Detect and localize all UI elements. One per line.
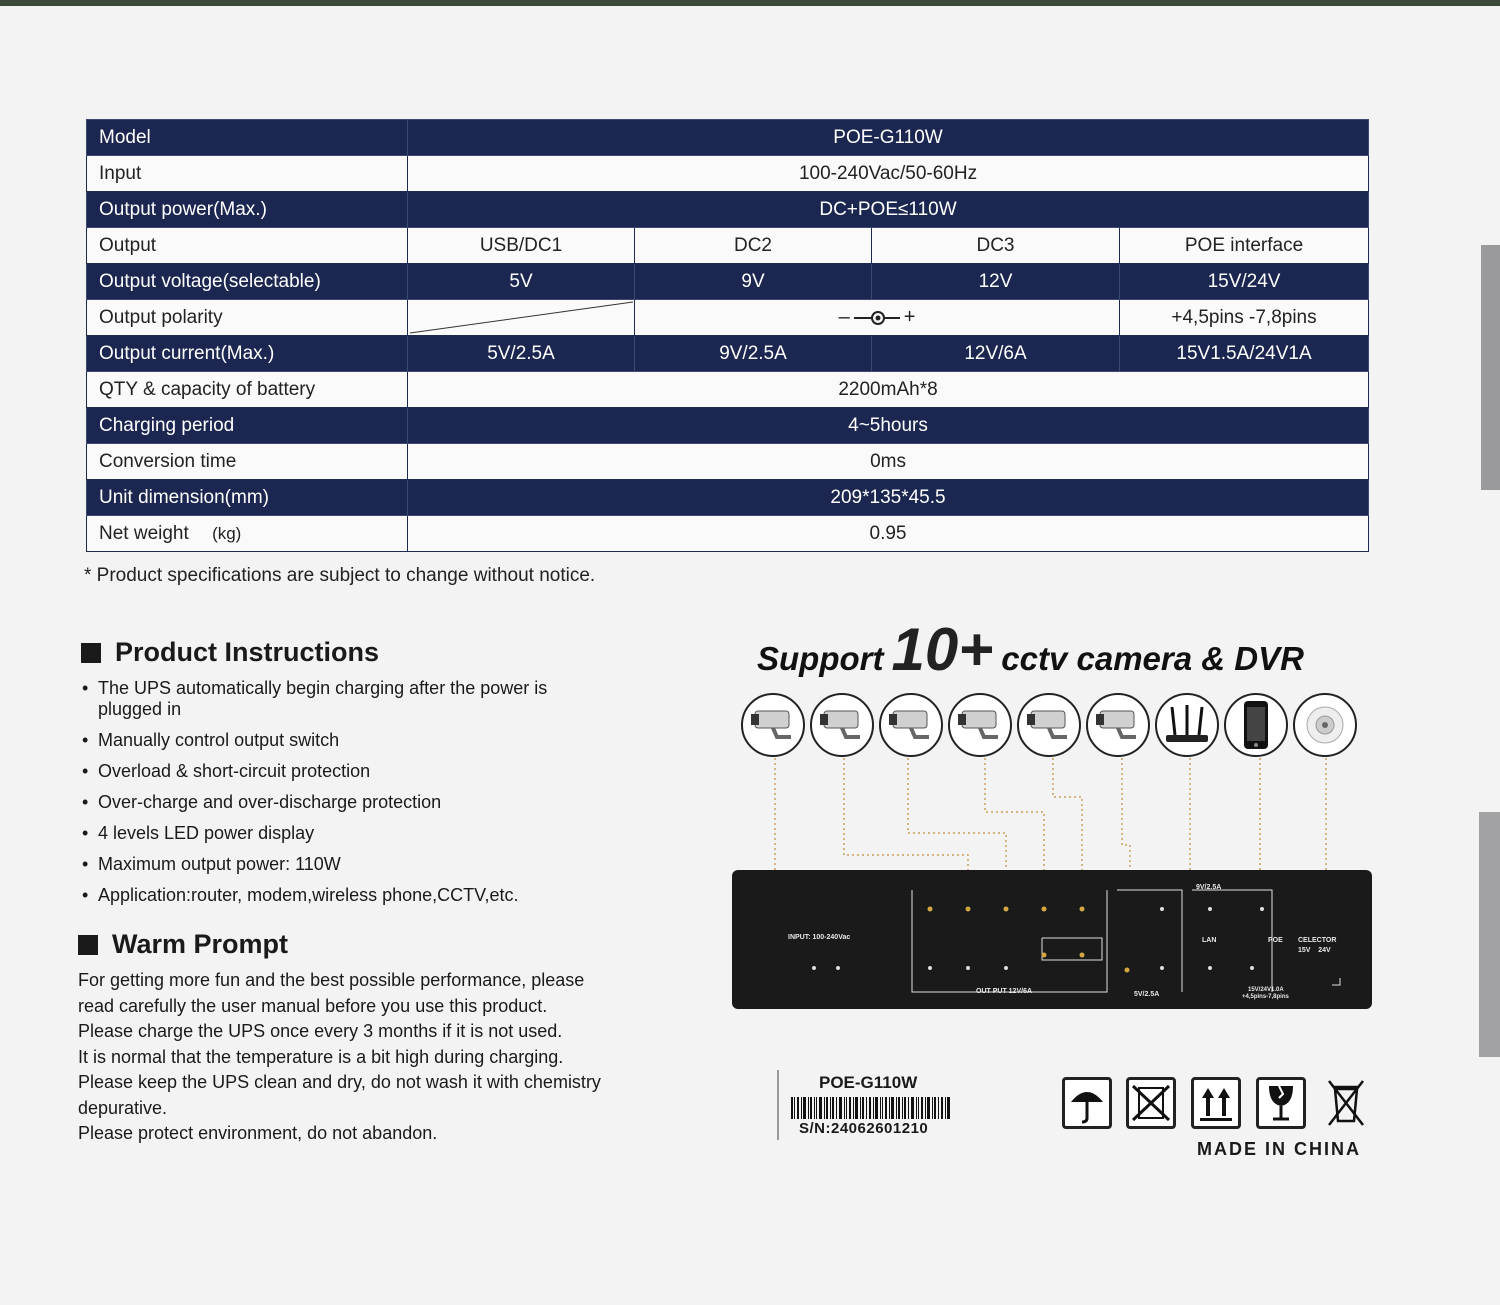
table-row xyxy=(87,156,1369,192)
list-item: • Maximum output power: 110W xyxy=(80,854,640,875)
list-item: • Over-charge and over-discharge protection xyxy=(80,792,640,813)
conversion-label: Conversion time xyxy=(87,444,408,480)
current-value: 5V/2.5A xyxy=(408,336,635,372)
lan-port-label: LAN xyxy=(1202,937,1217,944)
camera-icon xyxy=(810,693,874,757)
table-row xyxy=(87,336,1369,372)
product-label xyxy=(777,1070,959,1140)
polarity-minus: – xyxy=(838,306,850,328)
poe-spec-2: +4,5pins-7,8pins xyxy=(1242,994,1289,1000)
box-edge xyxy=(1479,812,1500,1057)
model-value: POE-G110W xyxy=(408,120,1369,156)
conversion-value: 0ms xyxy=(408,444,1369,480)
table-row xyxy=(87,120,1369,156)
voltage-label: Output voltage(selectable) xyxy=(87,264,408,300)
spec-note: * Product specifications are subject to change without notice. xyxy=(84,565,596,586)
router-icon xyxy=(1155,693,1219,757)
table-row xyxy=(87,372,1369,408)
made-in-label: MADE IN CHINA xyxy=(1197,1139,1361,1159)
camera-icon xyxy=(1017,693,1081,757)
output-port-label: OUT PUT 12V/6A xyxy=(976,988,1033,995)
output-port: USB/DC1 xyxy=(408,228,635,264)
polarity-poe: +4,5pins -7,8pins xyxy=(1120,300,1369,336)
dimension-label: Unit dimension(mm) xyxy=(87,480,408,516)
usb-port-label: 9V/2.5A xyxy=(1196,884,1222,891)
this-way-up-icon xyxy=(1191,1077,1241,1129)
polarity-symbol-icon xyxy=(854,310,900,326)
warm-prompt-text xyxy=(78,968,658,1147)
table-row xyxy=(87,480,1369,516)
battery-label: QTY & capacity of battery xyxy=(87,372,408,408)
list-item: • Application:router, modem,wireless phone,CCTV,etc. xyxy=(80,885,640,906)
poe-spec-1: 15V/24V1.0A xyxy=(1248,987,1284,993)
warm-prompt-title: Warm Prompt xyxy=(112,929,289,959)
output-port: POE interface xyxy=(1120,228,1369,264)
table-row xyxy=(87,300,1369,336)
table-row xyxy=(87,444,1369,480)
warm-line: Please keep the UPS clean and dry, do not wash it with chemistry depurative. xyxy=(78,1072,601,1118)
warm-prompt-heading xyxy=(78,929,288,960)
voltage-value: 12V xyxy=(872,264,1120,300)
list-item: • Manually control output switch xyxy=(80,730,640,751)
table-row xyxy=(87,408,1369,444)
weee-bin-icon xyxy=(1325,1077,1367,1129)
output-port: DC3 xyxy=(872,228,1120,264)
instructions-list xyxy=(80,678,640,916)
current-value: 15V1.5A/24V1A xyxy=(1120,336,1369,372)
weight-label: Net weight xyxy=(99,522,189,544)
support-devices: cctv camera & DVR xyxy=(1001,640,1304,677)
selector-label: CELECTOR xyxy=(1298,937,1337,944)
voltage-value: 15V/24V xyxy=(1120,264,1369,300)
top-strip xyxy=(0,0,1500,6)
current-value: 12V/6A xyxy=(872,336,1120,372)
polarity-label: Output polarity xyxy=(87,300,408,336)
support-number: 10+ xyxy=(891,616,994,683)
ups-device-panel xyxy=(732,870,1372,1009)
battery-value: 2200mAh*8 xyxy=(408,372,1369,408)
box-edge xyxy=(1481,245,1500,490)
output-power-label: Output power(Max.) xyxy=(87,192,408,228)
output-port: DC2 xyxy=(635,228,872,264)
camera-icon xyxy=(741,693,805,757)
warm-line: For getting more fun and the best possible performance, please read carefully the user manual before you use this product. xyxy=(78,970,585,1016)
polarity-value xyxy=(635,300,1120,336)
charging-value: 4~5hours xyxy=(408,408,1369,444)
current-label: Output current(Max.) xyxy=(87,336,408,372)
list-item: • Overload & short-circuit protection xyxy=(80,761,640,782)
current-value: 9V/2.5A xyxy=(635,336,872,372)
warm-line: It is normal that the temperature is a bit high during charging. xyxy=(78,1046,564,1067)
weight-label-cell xyxy=(87,516,408,552)
table-row xyxy=(87,516,1369,552)
umbrella-icon xyxy=(1062,1077,1112,1129)
camera-icon xyxy=(1086,693,1150,757)
table-row xyxy=(87,192,1369,228)
support-headline xyxy=(757,615,1377,684)
no-stack-icon xyxy=(1126,1077,1176,1129)
label-model: POE-G110W xyxy=(819,1073,918,1092)
dc1-port-label: 5V/2.5A xyxy=(1134,991,1160,998)
phone-icon xyxy=(1224,693,1288,757)
device-icons-row xyxy=(741,693,1371,763)
instructions-title: Product Instructions xyxy=(115,637,380,667)
model-label: Model xyxy=(87,120,408,156)
support-word: Support xyxy=(757,640,884,677)
table-row xyxy=(87,228,1369,264)
weight-unit: (kg) xyxy=(212,523,242,543)
camera-icon xyxy=(879,693,943,757)
voltage-value: 9V xyxy=(635,264,872,300)
square-bullet-icon xyxy=(78,935,98,955)
voltage-value: 5V xyxy=(408,264,635,300)
output-power-value: DC+POE≤110W xyxy=(408,192,1369,228)
polarity-empty-cell xyxy=(408,300,635,336)
polarity-plus: + xyxy=(903,306,916,328)
spec-table xyxy=(86,119,1369,552)
input-label: Input xyxy=(87,156,408,192)
fragile-icon xyxy=(1256,1077,1306,1129)
weight-value: 0.95 xyxy=(408,516,1369,552)
camera-icon xyxy=(948,693,1012,757)
square-bullet-icon xyxy=(81,643,101,663)
selector-values: 15V 24V xyxy=(1298,947,1331,954)
poe-port-label: POE xyxy=(1268,937,1283,944)
table-row xyxy=(87,264,1369,300)
charging-label: Charging period xyxy=(87,408,408,444)
diagonal-line xyxy=(408,300,635,335)
instructions-heading xyxy=(81,637,379,668)
input-port-label: INPUT: 100-240Vac xyxy=(788,934,851,941)
barcode-icon xyxy=(791,1097,951,1119)
warm-line: Please charge the UPS once every 3 months if it is not used. xyxy=(78,1021,563,1041)
dome-camera-icon xyxy=(1293,693,1357,757)
warm-line: Please protect environment, do not abandon. xyxy=(78,1123,438,1143)
input-value: 100-240Vac/50-60Hz xyxy=(408,156,1369,192)
list-item: • The UPS automatically begin charging after the power is plugged in xyxy=(80,678,578,720)
dimension-value: 209*135*45.5 xyxy=(408,480,1369,516)
output-label: Output xyxy=(87,228,408,264)
list-item: • 4 levels LED power display xyxy=(80,823,640,844)
label-serial: S/N:24062601210 xyxy=(799,1120,929,1137)
